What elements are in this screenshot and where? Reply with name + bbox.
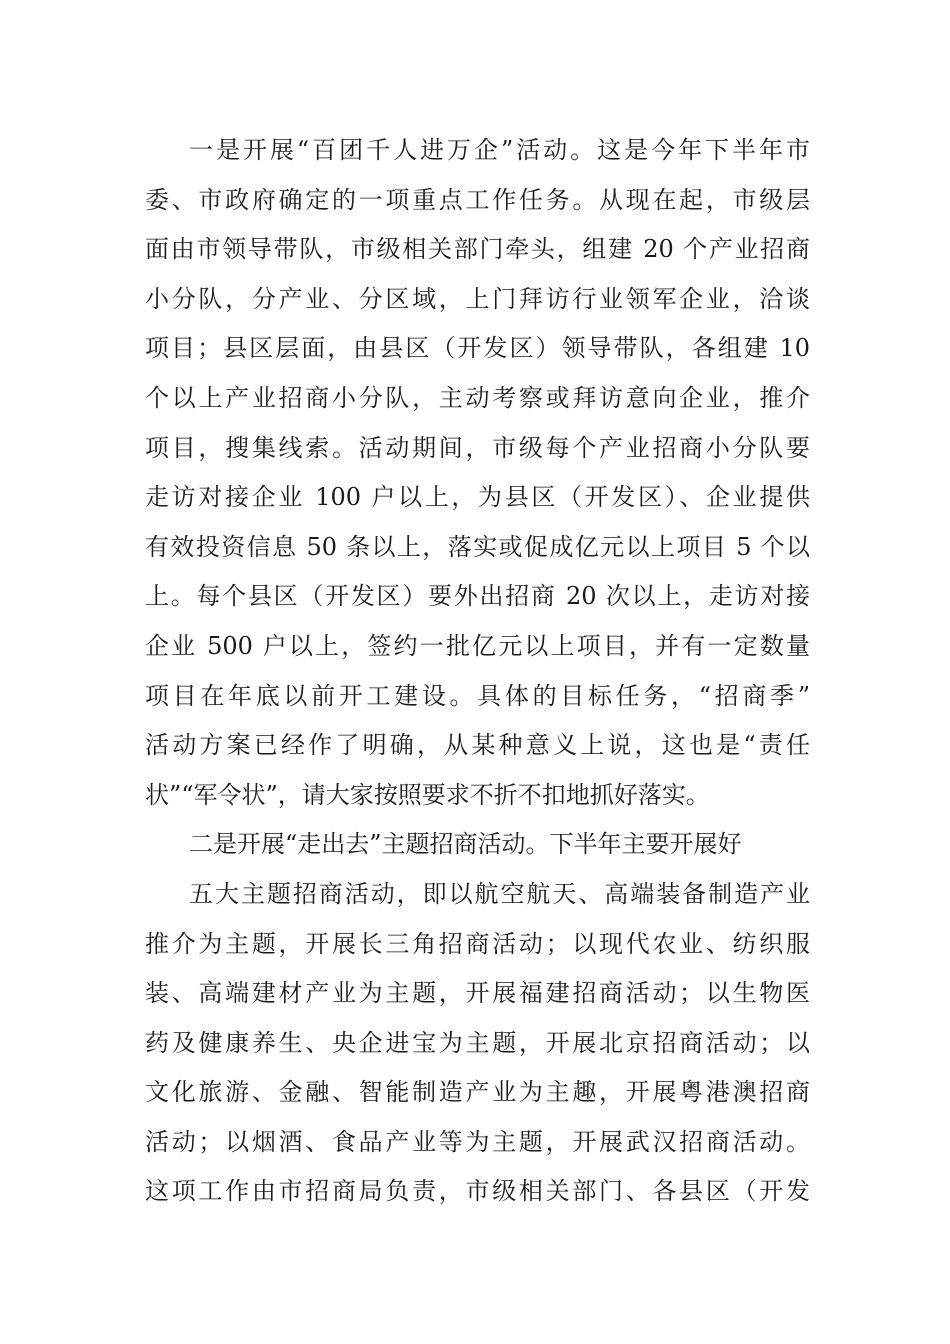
text-line: 项目，搜集线索。活动期间，市级每个产业招商小分队要 <box>145 433 810 462</box>
text-line: 企业 500 户以上，签约一批亿元以上项目，并有一定数量 <box>145 631 810 660</box>
text-line: 文化旅游、金融、智能制造产业为主趣，开展粤港澳招商 <box>145 1078 810 1107</box>
text-line: 面由市领导带队，市级相关部门牵头，组建 20 个产业招商 <box>145 235 810 264</box>
text-line: 状”“军令状”，请大家按照要求不折不扣地抓好落实。 <box>145 780 710 809</box>
text-line: 项目；县区层面，由县区（开发区）领导带队，各组建 10 <box>145 334 810 363</box>
text-line: 小分队，分产业、分区域，上门拜访行业领军企业，洽谈 <box>145 284 810 313</box>
text-line: 装、高端建材产业为主题，开展福建招商活动；以生物医 <box>145 979 810 1008</box>
text-line: 药及健康养生、央企进宝为主题，开展北京招商活动；以 <box>145 1028 810 1057</box>
text-line: 一是开展“百团千人进万企”活动。这是今年下半年市 <box>189 136 810 164</box>
text-line: 活动；以烟酒、食品产业等为主题，开展武汉招商活动。 <box>145 1127 810 1156</box>
text-line: 活动方案已经作了明确，从某种意义上说，这也是“责任 <box>145 731 810 760</box>
text-line: 二是开展“走出去”主题招商活动。下半年主要开展好 <box>189 830 742 859</box>
text-line: 这项工作由市招商局负责，市级相关部门、各县区（开发 <box>145 1177 810 1206</box>
text-line: 上。每个县区（开发区）要外出招商 20 次以上，走访对接 <box>145 582 810 611</box>
text-line: 个以上产业招商小分队，主动考察或拜访意向企业，推介 <box>145 383 810 412</box>
text-line: 委、市政府确定的一项重点工作任务。从现在起，市级层 <box>145 185 810 214</box>
text-line: 项目在年底以前开工建设。具体的目标任务，“招商季” <box>145 681 810 710</box>
text-line: 走访对接企业 100 户以上，为县区（开发区）、企业提供 <box>145 483 810 512</box>
text-line: 五大主题招商活动，即以航空航天、高端装备制造产业 <box>189 879 810 908</box>
text-line: 有效投资信息 50 条以上，落实或促成亿元以上项目 5 个以 <box>145 532 810 561</box>
text-line: 推介为主题，开展长三角招商活动；以现代农业、纺织服 <box>145 929 810 958</box>
body-text <box>145 126 810 1217</box>
